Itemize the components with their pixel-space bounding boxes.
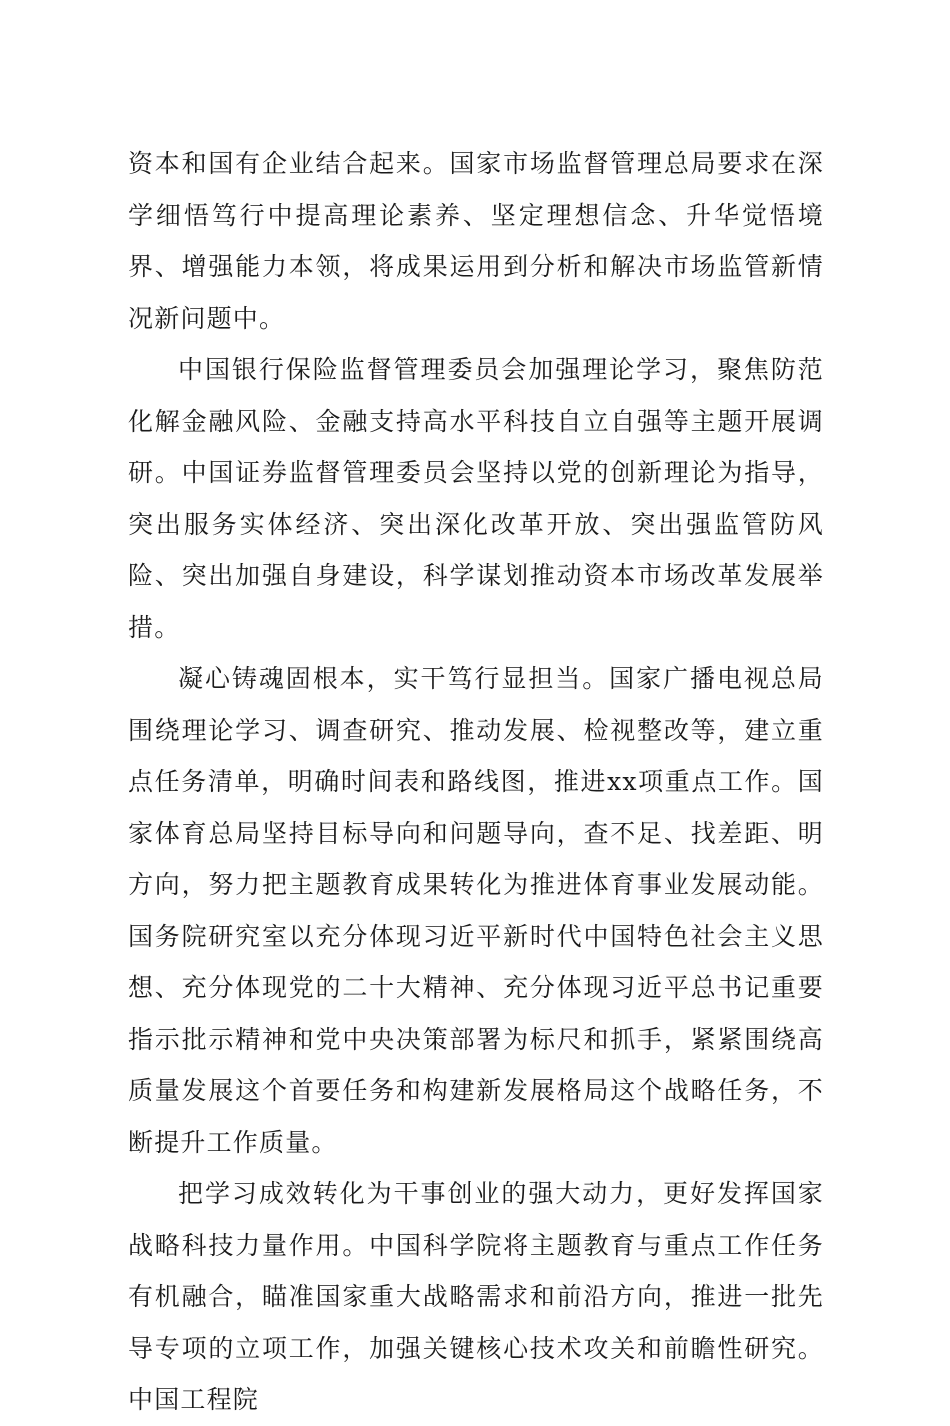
paragraph-4: 把学习成效转化为干事创业的强大动力，更好发挥国家战略科技力量作用。中国科学院将主题教育与重点工作任务有机融合，瞄准国家重大战略需求和前沿方向，推进一批先导专项的立项工作，加强关键核心技术攻关和前瞻性研究。中国工程院	[128, 1179, 824, 1414]
paragraph-2: 中国银行保险监督管理委员会加强理论学习，聚焦防范化解金融风险、金融支持高水平科技自立自强等主题开展调研。中国证券监督管理委员会坚持以党的创新理论为指导，突出服务实体经济、突出深化改革开放、突出强监管防风险、突出加强自身建设，科学谋划推动资本市场改革发展举措。	[128, 355, 824, 642]
paragraph-3: 凝心铸魂固根本，实干笃行显担当。国家广播电视总局围绕理论学习、调查研究、推动发展、检视整改等，建立重点任务清单，明确时间表和路线图，推进xx项重点工作。国家体育总局坚持目标导向和问题导向，查不足、找差距、明方向，努力把主题教育成果转化为推进体育事业发展动能。国务院研究室以充分体现习近平新时代中国特色社会主义思想、充分体现党的二十大精神、充分体现习近平总书记重要指示批示精神和党中央决策部署为标尺和抓手，紧紧围绕高质量发展这个首要任务和构建新发展格局这个战略任务，不断提升工作质量。	[128, 664, 824, 1157]
paragraph-1: 资本和国有企业结合起来。国家市场监督管理总局要求在深学细悟笃行中提高理论素养、坚定理想信念、升华觉悟境界、增强能力本领，将成果运用到分析和解决市场监管新情况新问题中。	[128, 149, 824, 333]
document-body	[128, 138, 824, 1426]
